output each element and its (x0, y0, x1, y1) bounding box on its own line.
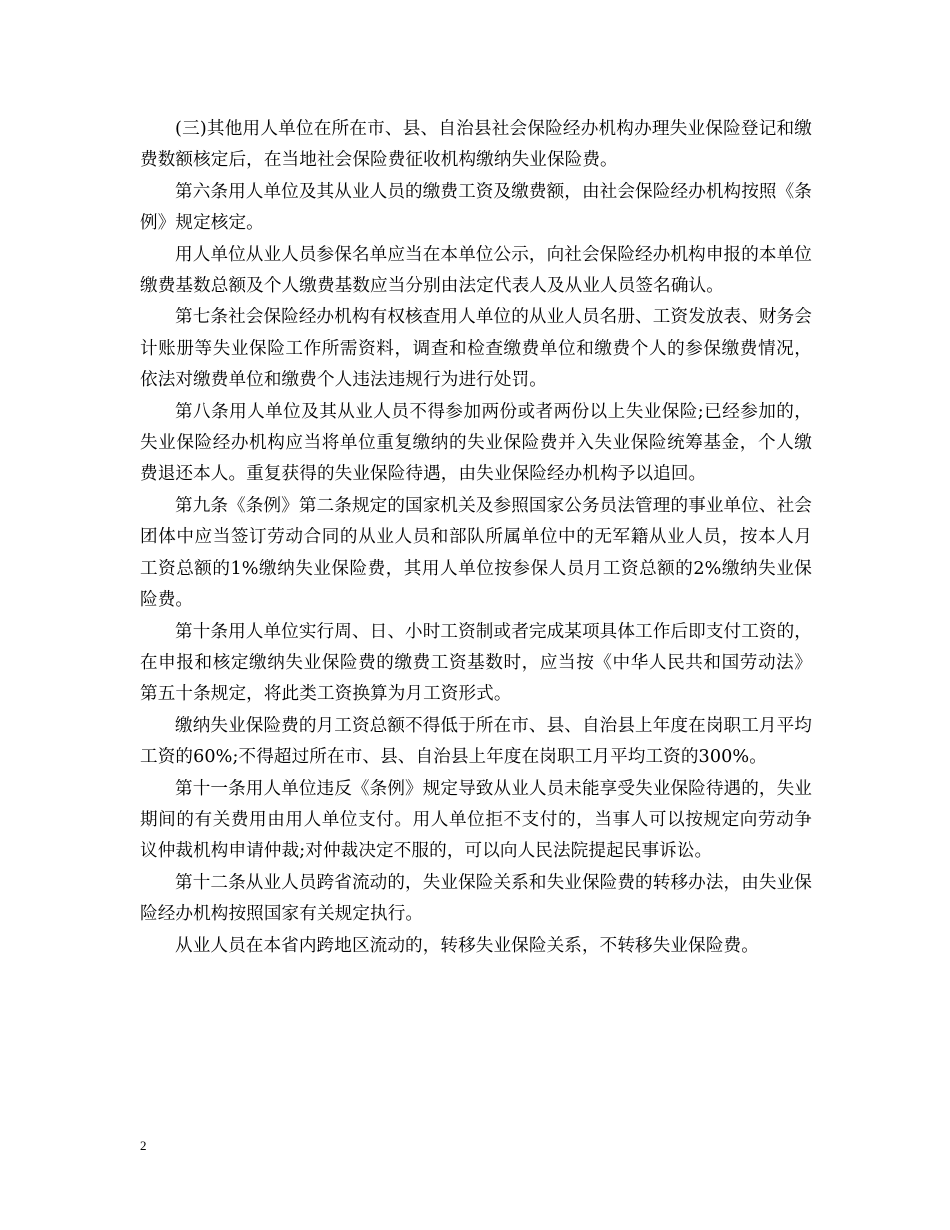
paragraph: 缴纳失业保险费的月工资总额不得低于所在市、县、自治县上年度在岗职工月平均工资的60%;不得超过所在市、县、自治县上年度在岗职工月平均工资的300%。 (140, 715, 812, 768)
paragraph: 用人单位从业人员参保名单应当在本单位公示，向社会保险经办机构申报的本单位缴费基数总额及个人缴费基数应当分别由法定代表人及从业人员签名确认。 (140, 244, 812, 297)
paragraph: 第十一条用人单位违反《条例》规定导致从业人员未能享受失业保险待遇的，失业期间的有关费用由用人单位支付。用人单位拒不支付的，当事人可以按规定向劳动争议仲裁机构申请仲裁;对仲裁决定不服的，可以向人民法院提起民事诉讼。 (140, 778, 812, 862)
paragraph: 第九条《条例》第二条规定的国家机关及参照国家公务员法管理的事业单位、社会团体中应当签订劳动合同的从业人员和部队所属单位中的无军籍从业人员，按本人月工资总额的1%缴纳失业保险费，其用人单位按参保人员月工资总额的2%缴纳失业保险费。 (140, 495, 812, 611)
paragraph: 第六条用人单位及其从业人员的缴费工资及缴费额，由社会保险经办机构按照《条例》规定核定。 (140, 181, 812, 234)
paragraph: 第八条用人单位及其从业人员不得参加两份或者两份以上失业保险;已经参加的，失业保险经办机构应当将单位重复缴纳的失业保险费并入失业保险统筹基金，个人缴费退还本人。重复获得的失业保险待遇，由失业保险经办机构予以追回。 (140, 401, 812, 485)
paragraph: 第七条社会保险经办机构有权核查用人单位的从业人员名册、工资发放表、财务会计账册等失业保险工作所需资料，调查和检查缴费单位和缴费个人的参保缴费情况，依法对缴费单位和缴费个人违法违规行为进行处罚。 (140, 307, 812, 391)
document-body (140, 114, 812, 962)
paragraph: 第十条用人单位实行周、日、小时工资制或者完成某项具体工作后即支付工资的，在申报和核定缴纳失业保险费的缴费工资基数时，应当按《中华人民共和国劳动法》第五十条规定，将此类工资换算为月工资形式。 (140, 621, 812, 705)
paragraph: 从业人员在本省内跨地区流动的，转移失业保险关系，不转移失业保险费。 (175, 935, 759, 956)
paragraph: (三)其他用人单位在所在市、县、自治县社会保险经办机构办理失业保险登记和缴费数额核定后，在当地社会保险费征收机构缴纳失业保险费。 (140, 119, 812, 171)
paragraph: 第十二条从业人员跨省流动的，失业保险关系和失业保险费的转移办法，由失业保险经办机构按照国家有关规定执行。 (140, 872, 812, 925)
page-number: 2 (140, 1138, 147, 1153)
